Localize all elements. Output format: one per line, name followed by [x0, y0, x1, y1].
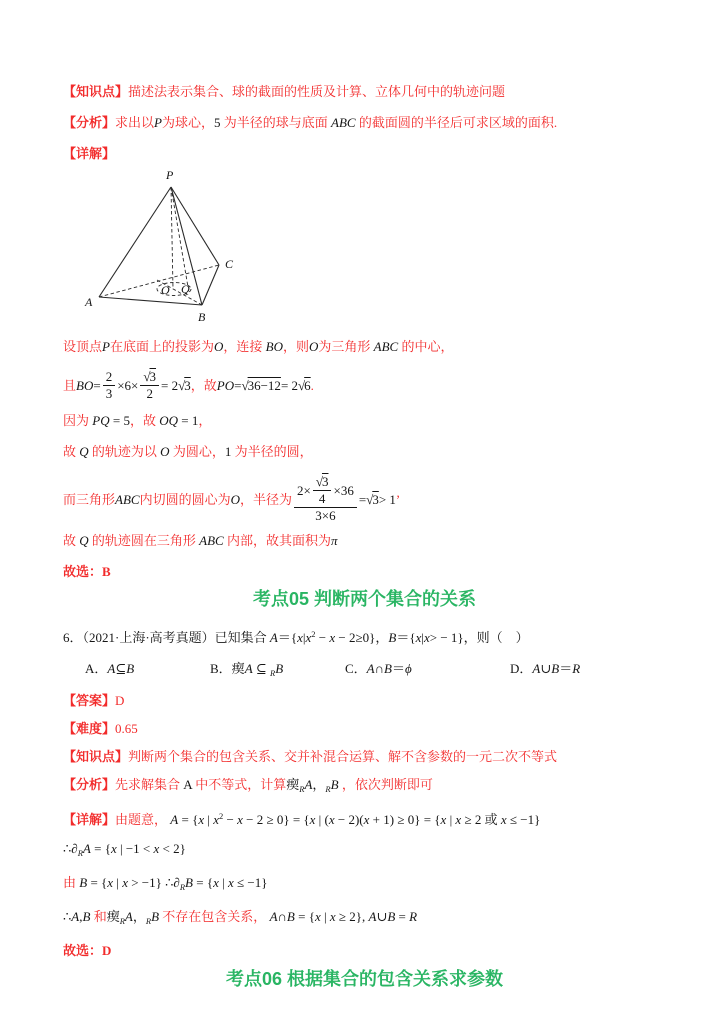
option-a: A．A⊆B	[85, 661, 135, 676]
solution-line-projection: 设顶点P在底面上的投影为O，连接 BO，则O为三角形 ABC 的中心，	[63, 339, 454, 354]
analysis-label-2: 【分析】	[63, 777, 116, 792]
edge-pc	[171, 187, 219, 265]
point-label-q: Q	[181, 282, 190, 296]
knowledge-point-label: 【知识点】	[63, 84, 129, 99]
tetrahedron-diagram	[79, 165, 279, 325]
option-d: D．A∪B＝R	[510, 661, 581, 676]
segment-pq	[171, 187, 188, 287]
segment-po	[171, 187, 173, 289]
question-6-stem: 6．（2021·上海·高考真题）已知集合 $A=\{x|x^2 - x - 2\ge 0\}$，B＝{x|x> − 1}，则（ ）	[63, 629, 529, 645]
detail-line-2	[63, 809, 666, 827]
conclusion-line: ∴A,B 和瘈$_R$A，$_R$B 不存在包含关系， A∩B = {x | x ≥ 2}, A∪B = R	[63, 909, 418, 926]
solution-line-locus: 故 Q 的轨迹为以 O 为圆心，1 为半径的圆，	[63, 444, 313, 459]
section-heading-05: 考点05 判断两个集合的关系	[252, 589, 477, 609]
knowledge-point-line	[63, 84, 666, 99]
knowledge-point-label-2: 【知识点】	[63, 749, 129, 764]
option-c: C．A∩B＝ϕ	[345, 661, 412, 676]
complement-a-line: $\therefore\partial_RA = \{x$ | −1 < x < 2}	[63, 841, 186, 858]
vertex-label-p: P	[166, 168, 174, 182]
knowledge-point-text-2: 判断两个集合的包含关系、交并补混合运算、解不含参数的一元二次不等式	[128, 749, 558, 764]
knowledge-point-text: 描述法表示集合、球的截面的性质及计算、立体几何中的轨迹问题	[128, 84, 506, 99]
section-heading-06: 考点06 根据集合的包含关系求参数	[225, 969, 504, 989]
answer-choice-line-6: 故选：D	[63, 943, 112, 958]
question-6-options	[63, 658, 666, 678]
edge-ab	[99, 297, 202, 305]
answer-value: D	[115, 693, 125, 708]
analysis-text: 求出以P为球心，5 为半径的球与底面 ABC 的截面圆的半径后可求区域的面积.	[115, 115, 558, 130]
vertex-label-c: C	[225, 257, 234, 271]
detail-label-2: 【详解】	[63, 812, 116, 827]
option-b: B．瘈A ⊆ $_R$B	[210, 661, 284, 678]
vertex-label-b: B	[198, 310, 206, 324]
vertex-label-a: A	[85, 295, 93, 309]
solution-line-bo-po: 且 BO = $\frac{2}{3}$ ×6× √ 3 2 = 2 √ 3 ，故 PO = √ 36−12 = 2 √ 6 .	[63, 369, 314, 401]
analysis-label: 【分析】	[63, 115, 116, 130]
difficulty-label: 【难度】	[63, 721, 116, 736]
difficulty-line	[63, 721, 666, 736]
complement-b-line: 由 B = {x | x > −1} $\therefore\partial_RB = \{x$ | x ≤ −1}	[63, 875, 268, 892]
knowledge-point-line-2	[63, 749, 666, 764]
detail-text-2: 由题意， A = {x | $x^2 - x - 2 \ge 0\} = \{x$ | (x − 2)(x + 1) ≥ 0} = {x | x ≥ 2 或 x ≤ −1}	[115, 811, 541, 827]
solution-line-incircle: 而三角形 ABC 内切圆的圆心为 O ，半径为 2× √ 3 4 ×36 3×6 = √ 3 > 1 ’	[63, 474, 401, 523]
answer-line	[63, 693, 666, 708]
answer-choice-line-5: 故选：B	[63, 564, 111, 579]
analysis-text-2: 先求解集合 A 中不等式，计算瘈$_R$A，$_R$B ，依次判断即可	[115, 777, 433, 794]
solution-line-pq-oq: 因为 PQ = 5，故 OQ = 1，	[63, 413, 212, 428]
figure-tetrahedron	[79, 165, 666, 329]
point-label-o: O	[161, 283, 170, 297]
analysis-line-2	[63, 777, 666, 797]
edge-bc	[202, 265, 219, 305]
solution-line-inside: 故 Q 的轨迹圆在三角形 ABC 内部，故其面积为π	[63, 533, 338, 548]
difficulty-value: 0.65	[115, 721, 138, 736]
detail-line	[63, 146, 666, 161]
analysis-line	[63, 115, 666, 130]
detail-label: 【详解】	[63, 146, 116, 161]
answer-label: 【答案】	[63, 693, 116, 708]
